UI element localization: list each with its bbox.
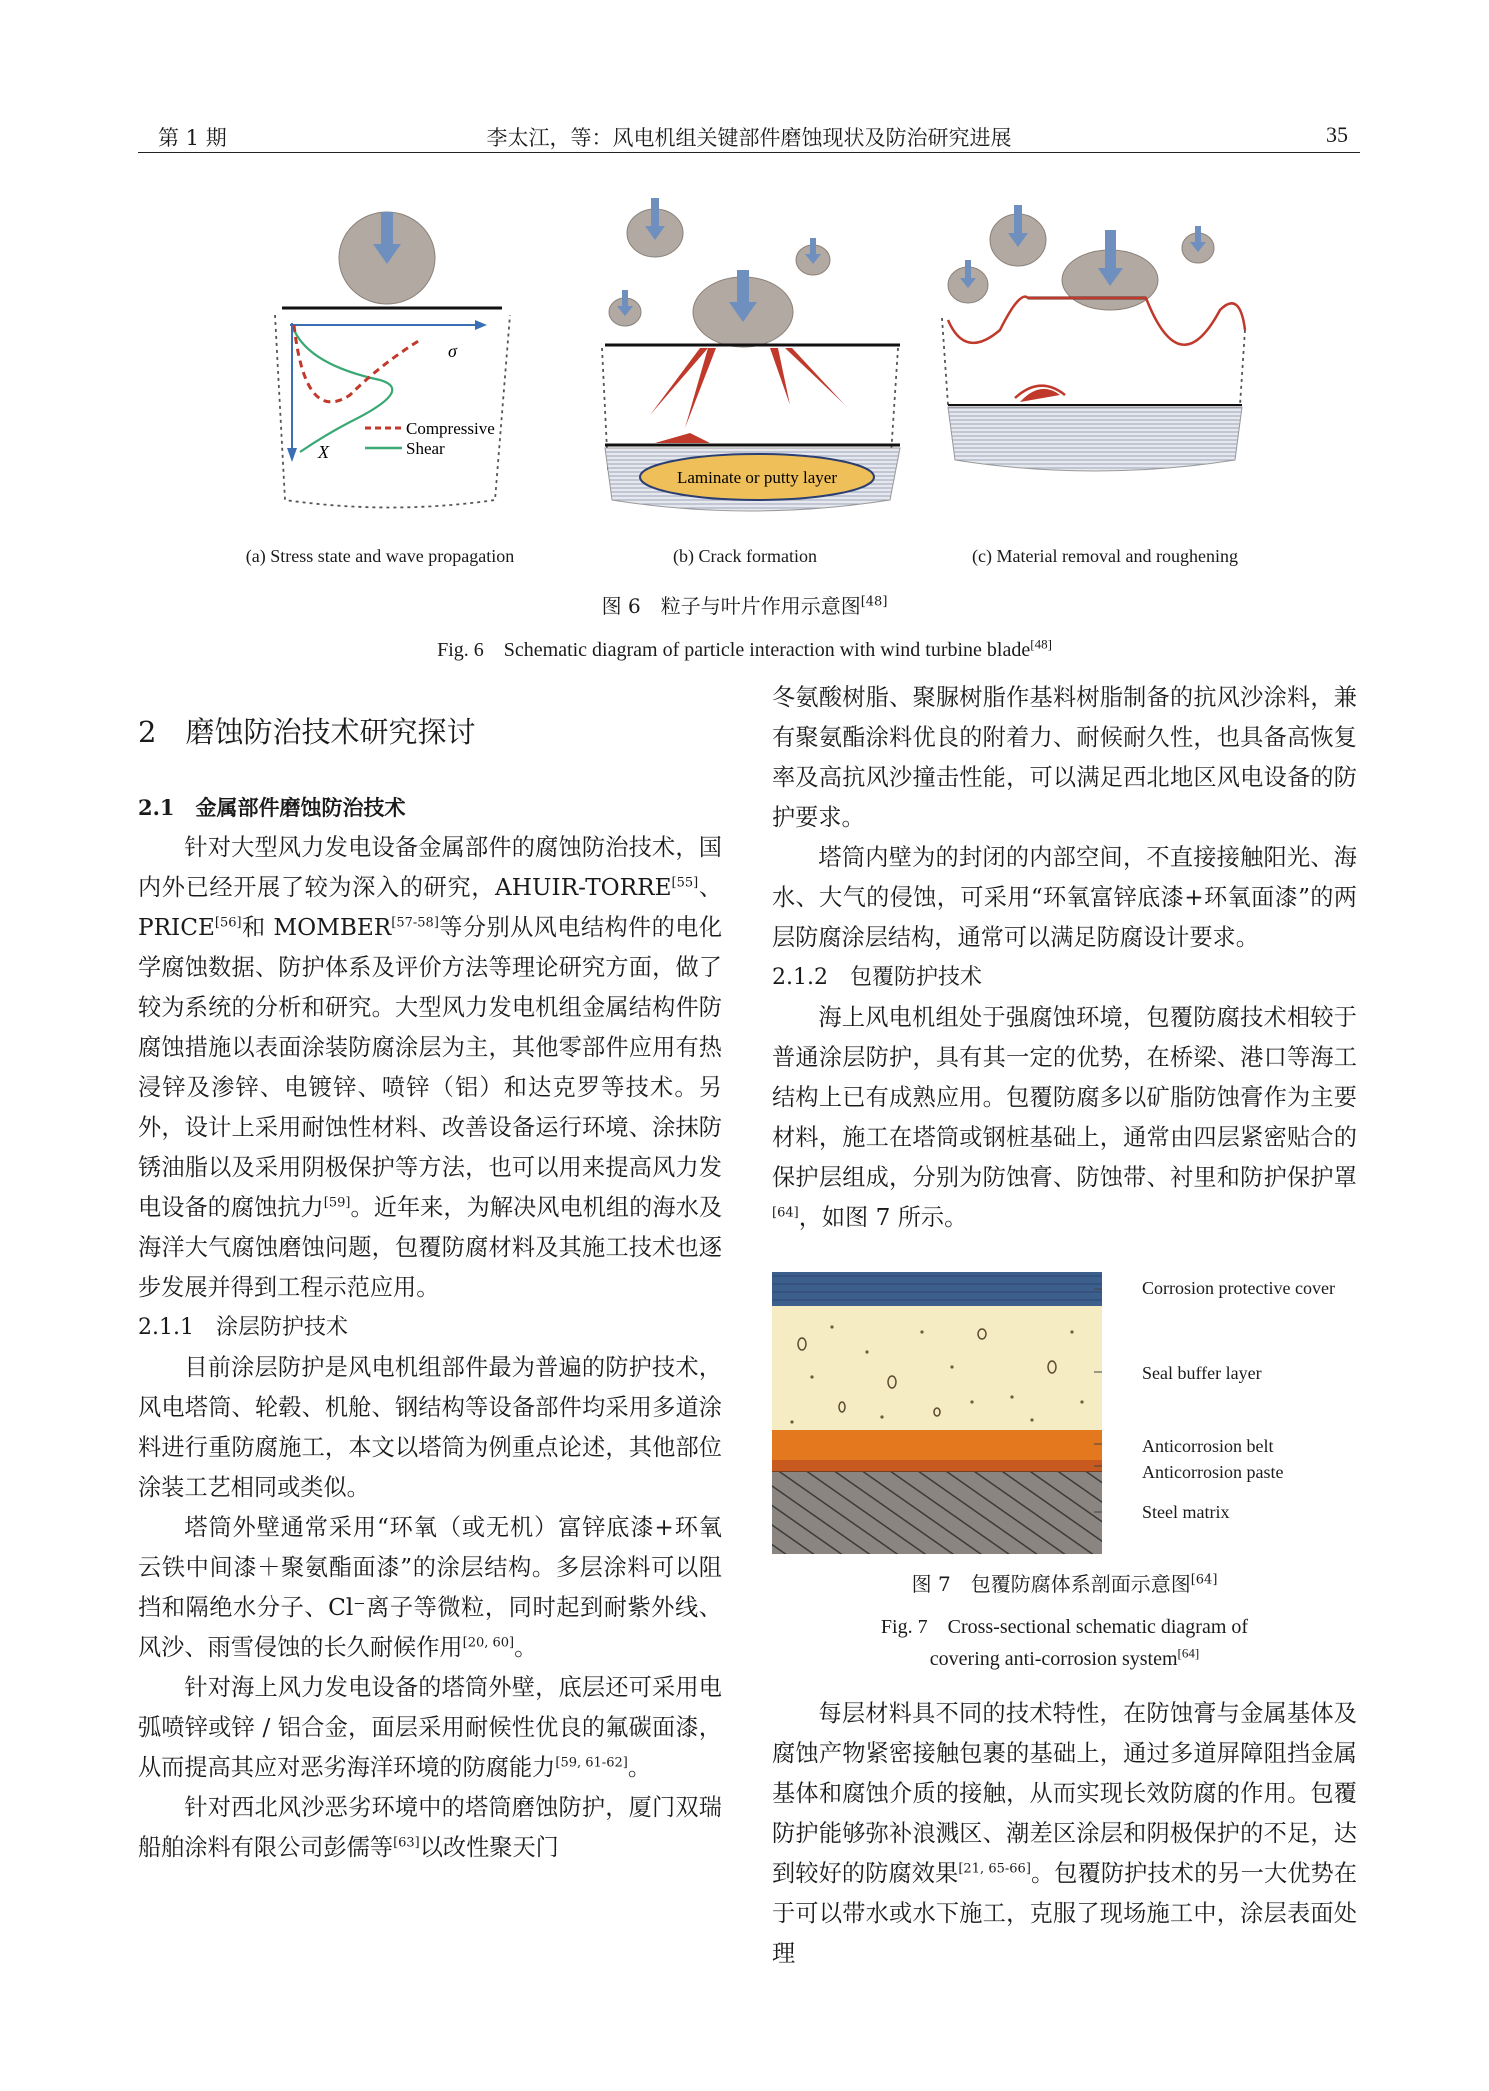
sigma-label: σ [448,341,457,361]
page-number: 35 [1326,122,1348,147]
issue-number: 第 1 期 [158,126,227,150]
cracks [650,348,845,428]
subcaption-b: (b) Crack formation [673,546,817,566]
seal-buffer-layer [772,1306,1102,1430]
label-steel-matrix: Steel matrix [1142,1502,1230,1522]
running-title: 李太江，等：风电机组关键部件磨蚀现状及防治研究进展 [486,126,1012,150]
subsection-heading-2-1-1: 2.1.1 涂层防护技术 [138,1315,348,1340]
paragraph: 目前涂层防护是风电机组部件最为普遍的防护技术，风电塔筒、轮毂、机舱、钢结构等设备部件均采用多道涂料进行重防腐施工，本文以塔筒为例重点论述，其他部位涂装工艺相同或类似。 [138,1354,722,1501]
paragraph: 针对海上风力发电设备的塔筒外壁，底层还可采用电弧喷锌或锌 / 铝合金，面层采用耐候性优良的氟碳面漆，从而提高其应对恶劣海洋环境的防腐能力[59, 61-62]。 [138,1674,722,1781]
subcaption-a: (a) Stress state and wave propagation [245,546,515,566]
crack-root [655,433,710,443]
paragraph: 针对大型风力发电设备金属部件的腐蚀防治技术，国内外已经开展了较为深入的研究，AHUIR-TORRE[55]、PRICE[56]和 MOMBER[57-58]等分别从风电结构件的电化学腐蚀数据、防护体系及评价方法等理论研究方面，做了较为系统的分析和研究。大型风力发电机组金属结构件防腐蚀措施以表面涂装防腐涂层为主，其他零部件应用有热浸锌及渗锌、电镀锌、喷锌（铝）和达克罗等技术。另外，设计上采用耐蚀性材料、改善设备运行环境、涂抹防锈油脂以及采用阴极保护等方法，也可以用来提高风力发电设备的腐蚀抗力[59]。近年来，为解决风电机组的海水及海洋大气腐蚀磨蚀问题，包覆防腐材料及其施工技术也逐步发展并得到工程示范应用。 [138,834,723,1301]
laminate-label: Laminate or putty layer [676,468,838,487]
paragraph: 塔筒内壁为的封闭的内部空间，不直接接触阳光、海水、大气的侵蚀，可采用“环氧富锌底漆+环氧面漆”的两层防腐涂层结构，通常可以满足防腐设计要求。 [772,844,1357,951]
subsection-heading-2-1: 2.1 金属部件磨蚀防治技术 [138,795,406,820]
figure-6-caption-cn: 图 6 粒子与叶片作用示意图[48] [601,594,888,618]
paragraph: 海上风电机组处于强腐蚀环境，包覆防腐技术相较于普通涂层防护，具有其一定的优势，在桥梁、港口等海工结构上已有成熟应用。包覆防腐多以矿脂防蚀膏作为主要材料，施工在塔筒或钢桩基础上，通常由四层紧密贴合的保护层组成，分别为防蚀膏、防蚀带、衬里和防护保护罩[64]，如图 7 所示。 [772,1004,1357,1231]
x-label: X [318,442,329,462]
compressive-curve [294,325,420,402]
running-header [138,118,1360,153]
label-anticorrosion-paste: Anticorrosion paste [1142,1462,1284,1482]
label-seal-buffer-layer: Seal buffer layer [1142,1363,1262,1383]
subcaption-c: (c) Material removal and roughening [972,546,1238,566]
panel-b [602,198,900,511]
label-anticorrosion-belt: Anticorrosion belt [1142,1436,1274,1456]
right-column-bottom [772,1694,1357,1974]
right-column-top [772,678,1357,1238]
figure-7-caption-en-1: Fig. 7 Cross-sectional schematic diagram of [880,1616,1249,1638]
paragraph: 塔筒外壁通常采用“环氧（或无机）富锌底漆+环氧云铁中间漆＋聚氨酯面漆”的涂层结构。多层涂料可以阻挡和隔绝水分子、Cl⁻离子等微粒，同时起到耐紫外线、风沙、雨雪侵蚀的长久耐候作用[20, 60]。 [138,1514,722,1661]
legend-compressive: Compressive [406,419,495,438]
corrosion-protective-cover-layer [772,1272,1102,1306]
anticorrosion-belt-layer [772,1430,1102,1460]
legend-shear: Shear [406,439,445,458]
anticorrosion-paste-layer [772,1460,1102,1472]
paragraph: 每层材料具不同的技术特性，在防蚀膏与金属基体及腐蚀产物紧密接触包裹的基础上，通过多道屏障阻挡金属基体和腐蚀介质的接触，从而实现长效防腐的作用。包覆防护能够弥补浪溅区、潮差区涂层和阴极保护的不足，达到较好的防腐效果[21, 65-66]。包覆防护技术的另一大优势在于可以带水或水下施工，克服了现场施工中，涂层表面处理 [772,1700,1358,1967]
stress-zone-boundary [275,315,510,508]
shear-curve [294,330,392,452]
subsection-heading-2-1-2: 2.1.2 包覆防护技术 [772,965,982,990]
figure-6-drawing [230,190,1280,530]
paragraph: 冬氨酸树脂、聚脲树脂作基料树脂制备的抗风沙涂料，兼有聚氨酯涂料优良的附着力、耐候耐久性，也具备高恢复率及高抗风沙撞击性能，可以满足西北地区风电设备的防护要求。 [772,684,1357,831]
section-heading-2: 2 磨蚀防治技术研究探讨 [138,715,476,749]
figure-6-caption-en: Fig. 6 Schematic diagram of particle interaction with wind turbine blade[48] [437,636,1052,661]
striped-substrate [948,407,1242,471]
figure-7-caption-cn: 图 7 包覆防腐体系剖面示意图[64] [911,1572,1218,1596]
label-corrosion-protective-cover: Corrosion protective cover [1142,1278,1335,1298]
paragraph: 针对西北风沙恶劣环境中的塔筒磨蚀防护，厦门双瑞船舶涂料有限公司彭儒等[63]以改性聚天门 [138,1794,722,1861]
figure-7-drawing [772,1272,1102,1554]
steel-matrix-layer [772,1472,1102,1554]
left-column [138,712,722,1868]
panel-a [275,212,510,508]
figure-7-caption-en-2: covering anti-corrosion system[64] [929,1645,1200,1670]
panel-c [942,205,1245,471]
